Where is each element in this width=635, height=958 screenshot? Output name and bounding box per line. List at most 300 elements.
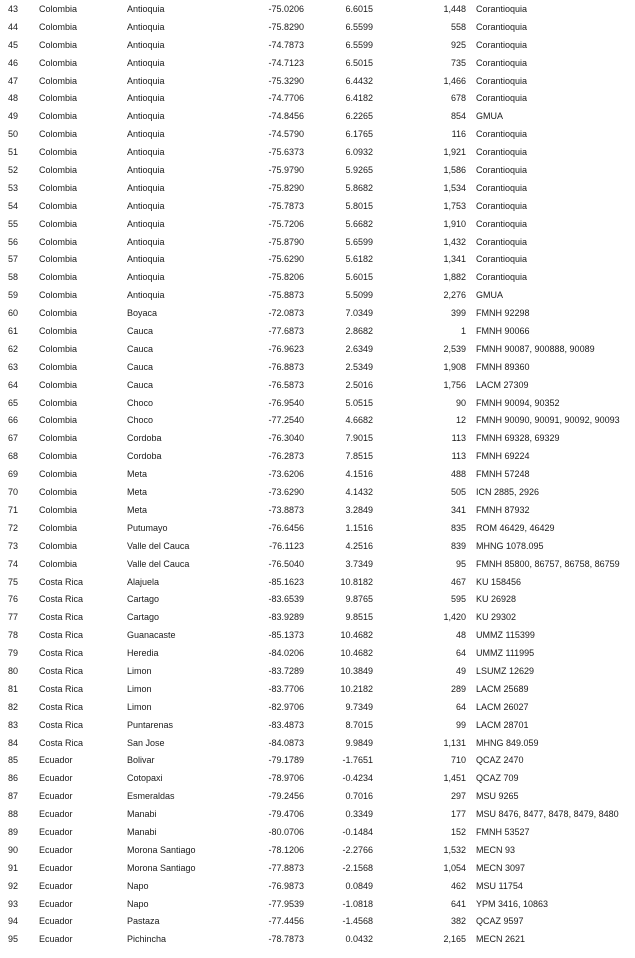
state-cell: Esmeraldas (127, 791, 175, 802)
record-number: 77 (8, 612, 19, 623)
longitude-cell: -84.0206 (268, 648, 304, 659)
record-number: 90 (8, 844, 19, 855)
record-number: 57 (8, 254, 19, 265)
country-cell: Ecuador (39, 791, 73, 802)
table-row (0, 125, 635, 143)
table-row (0, 537, 635, 555)
elevation-cell: 925 (450, 39, 466, 50)
country-cell: Colombia (39, 433, 78, 444)
record-number: 56 (8, 236, 19, 247)
country-cell: Costa Rica (39, 683, 84, 694)
source-cell: ROM 46429, 46429 (476, 522, 555, 533)
state-cell: Napo (127, 898, 149, 909)
country-cell: Ecuador (39, 880, 73, 891)
state-cell: Cordoba (127, 433, 162, 444)
country-cell: Colombia (39, 147, 78, 158)
state-cell: Antioquia (127, 218, 165, 229)
state-cell: Heredia (127, 648, 159, 659)
country-cell: Ecuador (39, 916, 73, 927)
latitude-cell: -1.0818 (342, 898, 373, 909)
country-cell: Colombia (39, 218, 78, 229)
latitude-cell: 2.5016 (345, 379, 373, 390)
elevation-cell: 1,753 (443, 200, 466, 211)
table-row (0, 680, 635, 698)
record-number: 88 (8, 809, 19, 820)
longitude-cell: -75.6373 (268, 147, 304, 158)
country-cell: Colombia (39, 236, 78, 247)
state-cell: Valle del Cauca (127, 540, 190, 551)
record-number: 76 (8, 594, 19, 605)
elevation-cell: 90 (455, 397, 466, 408)
state-cell: Antioquia (127, 290, 165, 301)
state-cell: Cauca (127, 379, 154, 390)
state-cell: Antioquia (127, 39, 165, 50)
latitude-cell: 7.9015 (345, 433, 373, 444)
elevation-cell: 1,756 (443, 379, 466, 390)
country-cell: Colombia (39, 379, 78, 390)
elevation-cell: 462 (450, 880, 466, 891)
latitude-cell: 5.8682 (345, 182, 373, 193)
longitude-cell: -76.9540 (268, 397, 304, 408)
table-row (0, 841, 635, 859)
state-cell: Antioquia (127, 182, 165, 193)
record-number: 71 (8, 504, 19, 515)
record-number: 69 (8, 469, 19, 480)
record-number: 59 (8, 290, 19, 301)
latitude-cell: 6.0932 (345, 147, 373, 158)
country-cell: Costa Rica (39, 719, 84, 730)
source-cell: ICN 2885, 2926 (476, 487, 540, 498)
longitude-cell: -76.5873 (268, 379, 304, 390)
source-cell: Corantioquia (476, 165, 528, 176)
elevation-cell: 1,921 (443, 147, 466, 158)
record-number: 84 (8, 737, 19, 748)
longitude-cell: -80.0706 (268, 826, 304, 837)
table-row (0, 394, 635, 412)
elevation-cell: 12 (455, 415, 466, 426)
longitude-cell: -73.8873 (268, 504, 304, 515)
record-number: 74 (8, 558, 19, 569)
elevation-cell: 48 (455, 630, 466, 641)
source-cell: Corantioquia (476, 57, 528, 68)
latitude-cell: 0.3349 (345, 809, 373, 820)
table-row (0, 54, 635, 72)
country-cell: Colombia (39, 522, 78, 533)
country-cell: Colombia (39, 165, 78, 176)
elevation-cell: 835 (450, 522, 466, 533)
elevation-cell: 382 (450, 916, 466, 927)
table-row (0, 197, 635, 215)
record-number: 63 (8, 361, 19, 372)
elevation-cell: 1 (460, 326, 466, 337)
longitude-cell: -75.6290 (268, 254, 304, 265)
record-number: 60 (8, 308, 19, 319)
source-cell: LSUMZ 12629 (476, 665, 535, 676)
state-cell: Antioquia (127, 75, 165, 86)
longitude-cell: -73.6206 (268, 469, 304, 480)
latitude-cell: 5.9265 (345, 165, 373, 176)
table-row (0, 626, 635, 644)
record-number: 86 (8, 773, 19, 784)
elevation-cell: 341 (450, 504, 466, 515)
record-number: 68 (8, 451, 19, 462)
table-row (0, 161, 635, 179)
country-cell: Colombia (39, 415, 78, 426)
state-cell: Napo (127, 880, 149, 891)
elevation-cell: 1,534 (443, 182, 466, 193)
elevation-cell: 2,276 (443, 290, 466, 301)
latitude-cell: -2.1568 (342, 862, 373, 873)
table-row (0, 608, 635, 626)
country-cell: Colombia (39, 397, 78, 408)
record-number: 58 (8, 272, 19, 283)
country-cell: Colombia (39, 200, 78, 211)
elevation-cell: 152 (450, 826, 466, 837)
elevation-cell: 1,131 (443, 737, 466, 748)
country-cell: Costa Rica (39, 701, 84, 712)
latitude-cell: 6.6015 (345, 4, 373, 14)
state-cell: Cordoba (127, 451, 162, 462)
longitude-cell: -75.0206 (268, 4, 304, 14)
country-cell: Ecuador (39, 844, 73, 855)
country-cell: Costa Rica (39, 665, 84, 676)
country-cell: Colombia (39, 39, 78, 50)
table-row (0, 72, 635, 90)
source-cell: UMMZ 111995 (476, 648, 535, 659)
longitude-cell: -76.6456 (268, 522, 304, 533)
source-cell: MSU 11754 (476, 880, 523, 891)
source-cell: Corantioquia (476, 218, 528, 229)
country-cell: Ecuador (39, 809, 73, 820)
latitude-cell: 1.1516 (345, 522, 373, 533)
country-cell: Colombia (39, 111, 78, 122)
latitude-cell: 0.7016 (345, 791, 373, 802)
longitude-cell: -79.1789 (268, 755, 304, 766)
country-cell: Colombia (39, 343, 78, 354)
state-cell: Limon (127, 683, 152, 694)
table-row (0, 716, 635, 734)
record-number: 78 (8, 630, 19, 641)
source-cell: LACM 26027 (476, 701, 529, 712)
longitude-cell: -77.9539 (268, 898, 304, 909)
state-cell: Guanacaste (127, 630, 176, 641)
latitude-cell: -1.4568 (342, 916, 373, 927)
source-cell: MSU 9265 (476, 791, 519, 802)
longitude-cell: -76.9623 (268, 343, 304, 354)
latitude-cell: 5.0515 (345, 397, 373, 408)
longitude-cell: -76.5040 (268, 558, 304, 569)
longitude-cell: -76.3040 (268, 433, 304, 444)
latitude-cell: 3.7349 (345, 558, 373, 569)
longitude-cell: -73.6290 (268, 487, 304, 498)
elevation-cell: 64 (455, 648, 466, 659)
source-cell: QCAZ 2470 (476, 755, 524, 766)
country-cell: Costa Rica (39, 612, 84, 623)
latitude-cell: 6.2265 (345, 111, 373, 122)
record-number: 50 (8, 129, 19, 140)
latitude-cell: 5.6182 (345, 254, 373, 265)
latitude-cell: 5.8015 (345, 200, 373, 211)
elevation-cell: 64 (455, 701, 466, 712)
table-row (0, 340, 635, 358)
latitude-cell: 9.8765 (345, 594, 373, 605)
longitude-cell: -85.1623 (268, 576, 304, 587)
elevation-cell: 2,165 (443, 934, 466, 945)
state-cell: Cauca (127, 343, 154, 354)
longitude-cell: -75.7206 (268, 218, 304, 229)
country-cell: Ecuador (39, 826, 73, 837)
table-row (0, 143, 635, 161)
source-cell: FMNH 90094, 90352 (476, 397, 560, 408)
source-cell: MECN 3097 (476, 862, 526, 873)
elevation-cell: 488 (450, 469, 466, 480)
longitude-cell: -75.7873 (268, 200, 304, 211)
record-number: 87 (8, 791, 19, 802)
longitude-cell: -74.7706 (268, 93, 304, 104)
country-cell: Colombia (39, 361, 78, 372)
source-cell: Corantioquia (476, 4, 528, 14)
elevation-cell: 839 (450, 540, 466, 551)
state-cell: Limon (127, 701, 152, 712)
state-cell: San Jose (127, 737, 165, 748)
elevation-cell: 399 (450, 308, 466, 319)
country-cell: Colombia (39, 182, 78, 193)
country-cell: Colombia (39, 272, 78, 283)
state-cell: Morona Santiago (127, 844, 196, 855)
table-row (0, 912, 635, 930)
latitude-cell: 5.6599 (345, 236, 373, 247)
elevation-cell: 710 (450, 755, 466, 766)
latitude-cell: 9.8515 (345, 612, 373, 623)
elevation-cell: 1,451 (443, 773, 466, 784)
country-cell: Colombia (39, 4, 78, 14)
elevation-cell: 467 (450, 576, 466, 587)
table-row (0, 644, 635, 662)
elevation-cell: 1,910 (443, 218, 466, 229)
latitude-cell: 9.7349 (345, 701, 373, 712)
elevation-cell: 1,908 (443, 361, 466, 372)
record-number: 73 (8, 540, 19, 551)
country-cell: Ecuador (39, 898, 73, 909)
source-cell: MHNG 849.059 (476, 737, 539, 748)
source-cell: MSU 8476, 8477, 8478, 8479, 8480 (476, 809, 619, 820)
state-cell: Antioquia (127, 93, 165, 104)
source-cell: FMNH 69224 (476, 451, 530, 462)
longitude-cell: -75.8290 (268, 182, 304, 193)
latitude-cell: 10.4682 (340, 648, 373, 659)
state-cell: Manabi (127, 809, 157, 820)
longitude-cell: -75.9790 (268, 165, 304, 176)
source-cell: FMNH 87932 (476, 504, 530, 515)
table-row (0, 769, 635, 787)
source-cell: FMNH 89360 (476, 361, 530, 372)
elevation-cell: 1,586 (443, 165, 466, 176)
country-cell: Colombia (39, 326, 78, 337)
table-row (0, 787, 635, 805)
table-row (0, 751, 635, 769)
latitude-cell: 4.6682 (345, 415, 373, 426)
table-row (0, 447, 635, 465)
table-row (0, 501, 635, 519)
table-row (0, 895, 635, 913)
elevation-cell: 1,448 (443, 4, 466, 14)
source-cell: FMNH 85800, 86757, 86758, 86759 (476, 558, 620, 569)
state-cell: Puntarenas (127, 719, 174, 730)
table-row (0, 590, 635, 608)
country-cell: Colombia (39, 129, 78, 140)
table-row (0, 89, 635, 107)
latitude-cell: 2.5349 (345, 361, 373, 372)
latitude-cell: 10.2182 (340, 683, 373, 694)
record-number: 54 (8, 200, 19, 211)
elevation-cell: 678 (450, 93, 466, 104)
table-row (0, 376, 635, 394)
latitude-cell: 6.5599 (345, 39, 373, 50)
table-row (0, 823, 635, 841)
elevation-cell: 49 (455, 665, 466, 676)
state-cell: Morona Santiago (127, 862, 196, 873)
state-cell: Choco (127, 397, 154, 408)
source-cell: Corantioquia (476, 75, 528, 86)
elevation-cell: 558 (450, 21, 466, 32)
elevation-cell: 1,466 (443, 75, 466, 86)
source-cell: FMNH 57248 (476, 469, 530, 480)
source-cell: FMNH 90066 (476, 326, 530, 337)
state-cell: Antioquia (127, 4, 165, 14)
record-number: 75 (8, 576, 19, 587)
longitude-cell: -75.8873 (268, 290, 304, 301)
elevation-cell: 1,432 (443, 236, 466, 247)
table-row (0, 107, 635, 125)
state-cell: Antioquia (127, 236, 165, 247)
table-row (0, 429, 635, 447)
record-number: 64 (8, 379, 19, 390)
latitude-cell: 0.0849 (345, 880, 373, 891)
table-row (0, 698, 635, 716)
record-number: 79 (8, 648, 19, 659)
record-number: 65 (8, 397, 19, 408)
state-cell: Cartago (127, 594, 160, 605)
table-row (0, 411, 635, 429)
state-cell: Valle del Cauca (127, 558, 190, 569)
country-cell: Ecuador (39, 934, 73, 945)
state-cell: Meta (127, 487, 148, 498)
country-cell: Ecuador (39, 755, 73, 766)
latitude-cell: 2.6349 (345, 343, 373, 354)
table-row (0, 250, 635, 268)
latitude-cell: 0.0432 (345, 934, 373, 945)
table-row (0, 859, 635, 877)
source-cell: FMNH 92298 (476, 308, 530, 319)
state-cell: Antioquia (127, 254, 165, 265)
record-number: 80 (8, 665, 19, 676)
state-cell: Antioquia (127, 272, 165, 283)
record-number: 70 (8, 487, 19, 498)
elevation-cell: 99 (455, 719, 466, 730)
source-cell: UMMZ 115399 (476, 630, 535, 641)
country-cell: Colombia (39, 93, 78, 104)
longitude-cell: -83.6539 (268, 594, 304, 605)
latitude-cell: 4.1432 (345, 487, 373, 498)
country-cell: Costa Rica (39, 648, 84, 659)
latitude-cell: 6.5599 (345, 21, 373, 32)
table-row (0, 662, 635, 680)
elevation-cell: 297 (450, 791, 466, 802)
country-cell: Ecuador (39, 862, 73, 873)
longitude-cell: -83.4873 (268, 719, 304, 730)
longitude-cell: -77.8873 (268, 862, 304, 873)
source-cell: YPM 3416, 10863 (476, 898, 549, 909)
state-cell: Pastaza (127, 916, 160, 927)
latitude-cell: 8.7015 (345, 719, 373, 730)
source-cell: Corantioquia (476, 93, 528, 104)
elevation-cell: 641 (450, 898, 466, 909)
source-cell: Corantioquia (476, 129, 528, 140)
elevation-cell: 113 (451, 433, 466, 444)
source-cell: Corantioquia (476, 200, 528, 211)
source-cell: Corantioquia (476, 182, 528, 193)
source-cell: GMUA (476, 290, 503, 301)
longitude-cell: -78.1206 (268, 844, 304, 855)
record-number: 61 (8, 326, 19, 337)
table-row (0, 930, 635, 948)
elevation-cell: 95 (455, 558, 466, 569)
elevation-cell: 1,420 (443, 612, 466, 623)
state-cell: Antioquia (127, 129, 165, 140)
state-cell: Putumayo (127, 522, 168, 533)
longitude-cell: -79.4706 (268, 809, 304, 820)
elevation-cell: 505 (450, 487, 466, 498)
longitude-cell: -74.8456 (268, 111, 304, 122)
source-cell: Corantioquia (476, 254, 528, 265)
record-number: 95 (8, 934, 19, 945)
state-cell: Choco (127, 415, 154, 426)
longitude-cell: -83.7289 (268, 665, 304, 676)
elevation-cell: 113 (451, 451, 466, 462)
latitude-cell: 6.5015 (345, 57, 373, 68)
country-cell: Colombia (39, 558, 78, 569)
latitude-cell: 5.6015 (345, 272, 373, 283)
longitude-cell: -72.0873 (268, 308, 304, 319)
longitude-cell: -78.7873 (268, 934, 304, 945)
state-cell: Pichincha (127, 934, 167, 945)
latitude-cell: 10.8182 (340, 576, 373, 587)
record-number: 51 (8, 147, 19, 158)
longitude-cell: -84.0873 (268, 737, 304, 748)
record-number: 66 (8, 415, 19, 426)
longitude-cell: -74.7123 (268, 57, 304, 68)
country-cell: Costa Rica (39, 630, 84, 641)
record-number: 91 (8, 862, 19, 873)
latitude-cell: -0.1484 (342, 826, 373, 837)
longitude-cell: -85.1373 (268, 630, 304, 641)
record-number: 48 (8, 93, 19, 104)
country-cell: Colombia (39, 540, 78, 551)
country-cell: Costa Rica (39, 594, 84, 605)
longitude-cell: -75.8790 (268, 236, 304, 247)
table-row (0, 483, 635, 501)
longitude-cell: -76.8873 (268, 361, 304, 372)
table-row (0, 179, 635, 197)
longitude-cell: -74.5790 (268, 129, 304, 140)
record-number: 55 (8, 218, 19, 229)
table-row (0, 0, 635, 18)
source-cell: FMNH 90087, 900888, 90089 (476, 343, 595, 354)
record-number: 82 (8, 701, 19, 712)
source-cell: Corantioquia (476, 272, 528, 283)
record-number: 46 (8, 57, 19, 68)
record-number: 72 (8, 522, 19, 533)
